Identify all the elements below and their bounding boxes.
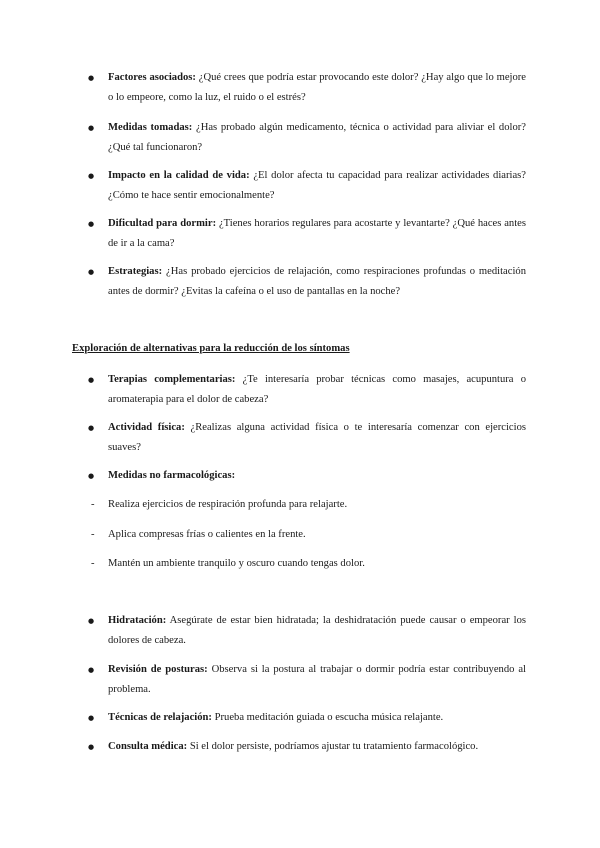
- item-text: Asegúrate de estar bien hidratada; la deshidratación puede causar o empeorar los dolores de cabeza.: [108, 615, 526, 646]
- list-item-medidas: [108, 118, 526, 158]
- dash-item: - Aplica compresas frías o calientes en la frente.: [108, 525, 526, 545]
- list-item-hidratacion: [108, 611, 526, 651]
- item-text: ¿Qué crees que podría estar provocando este dolor? ¿Hay algo que lo mejore o lo empeore, como la luz, el ruido o el estrés?: [108, 72, 526, 103]
- item-label: Estrategias:: [108, 266, 163, 277]
- dash-item: - Mantén un ambiente tranquilo y oscuro cuando tengas dolor.: [108, 554, 526, 574]
- item-label: Hidratación:: [108, 615, 167, 626]
- list-item-dificultad: [108, 214, 526, 254]
- item-label: Dificultad para dormir:: [108, 218, 217, 229]
- item-label: Medidas no farmacológicas:: [108, 470, 236, 481]
- item-label: Medidas tomadas:: [108, 122, 193, 133]
- list-item-medidas-no-farm: [108, 466, 526, 486]
- item-text: Prueba meditación guiada o escucha música relajante.: [211, 712, 444, 723]
- item-text: Si el dolor persiste, podríamos ajustar tu tratamiento farmacológico.: [187, 741, 479, 752]
- item-text: ¿Has probado ejercicios de relajación, como respiraciones profundas o meditación antes de dormir? ¿Evitas la cafeína o el uso de pantallas en la noche?: [108, 266, 526, 297]
- list-item-consulta: [108, 737, 526, 757]
- item-label: Terapias complementarias:: [108, 374, 236, 385]
- item-text: Observa si la postura al trabajar o dormir podría estar contribuyendo al problema.: [108, 664, 526, 695]
- list-item-actividad: [108, 418, 526, 458]
- item-text: ¿Te interesaría probar técnicas como masajes, acupuntura o aromaterapia para el dolor de cabeza?: [108, 374, 526, 405]
- section-heading: Exploración de alternativas para la reducción de los síntomas: [72, 343, 350, 354]
- item-label: Técnicas de relajación:: [108, 712, 212, 723]
- item-label: Consulta médica:: [108, 741, 188, 752]
- list-item-terapias: [108, 370, 526, 410]
- item-label: Factores asociados:: [108, 72, 196, 83]
- item-text: ¿Realizas alguna actividad física o te interesaría comenzar con ejercicios suaves?: [108, 422, 526, 453]
- item-label: Revisión de posturas:: [108, 664, 208, 675]
- dash-item: - Realiza ejercicios de respiración profunda para relajarte.: [108, 495, 526, 515]
- list-item-relajacion: [108, 708, 526, 728]
- list-item-factores: [108, 68, 526, 108]
- list-item-impacto: [108, 166, 526, 206]
- list-item-estrategias: [108, 262, 526, 302]
- item-text: ¿Has probado algún medicamento, técnica o actividad para aliviar el dolor? ¿Qué tal funcionaron?: [108, 122, 526, 153]
- item-text: ¿Tienes horarios regulares para acostarte y levantarte? ¿Qué haces antes de ir a la cama?: [108, 218, 526, 249]
- item-label: Actividad física:: [108, 422, 185, 433]
- list-item-posturas: [108, 660, 526, 700]
- item-label: Impacto en la calidad de vida:: [108, 170, 250, 181]
- item-text: ¿El dolor afecta tu capacidad para realizar actividades diarias?¿Cómo te hace sentir emocionalmente?: [108, 170, 526, 201]
